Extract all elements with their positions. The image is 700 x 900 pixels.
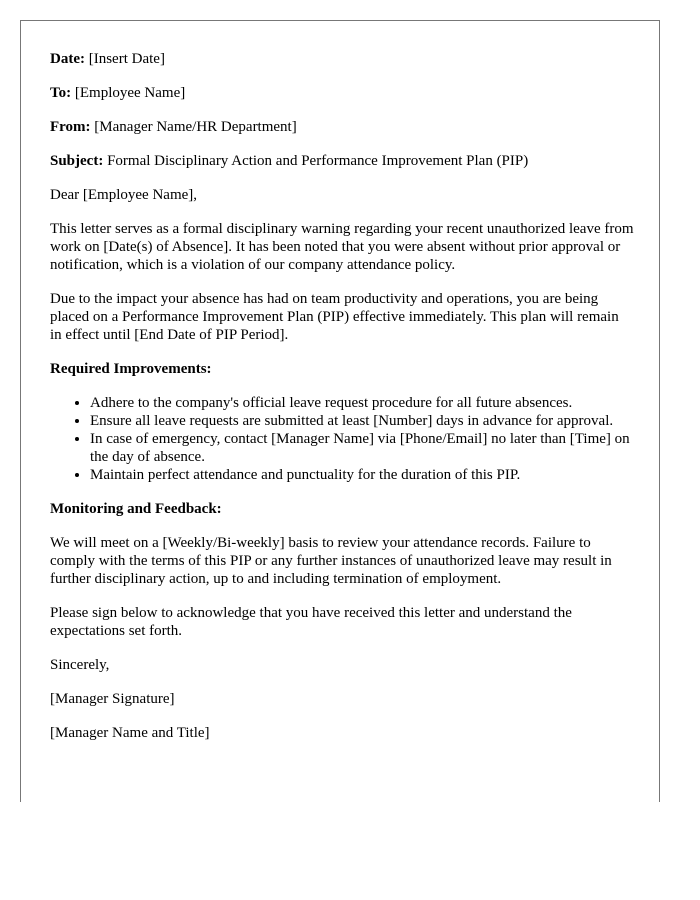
date-value: [Insert Date] (88, 51, 165, 67)
list-item: • Ensure all leave requests are submitted at least [Number] days in advance for approval. (90, 412, 634, 430)
list-item: • In case of emergency, contact [Manager Name] via [Phone/Email] no later than [Time] on the day of absence. (90, 430, 634, 466)
paragraph-acknowledge: Please sign below to acknowledge that you have received this letter and understand the expectations set forth. (50, 605, 572, 639)
name-title-placeholder: [Manager Name and Title] (50, 725, 210, 741)
from-value: [Manager Name/HR Department] (94, 119, 297, 135)
letter-content (50, 50, 634, 758)
list-item: • Adhere to the company's official leave request procedure for all future absences. (90, 394, 634, 412)
paragraph-monitoring: We will meet on a [Weekly/Bi-weekly] basis to review your attendance records. Failure to comply with the terms of this PIP or any further instances of unauthorized leave may result in further disciplinary action, up to and including termination of employment. (50, 535, 612, 587)
list-item: • Maintain perfect attendance and punctuality for the duration of this PIP. (90, 466, 634, 484)
paragraph-absence-warning: This letter serves as a formal disciplinary warning regarding your recent unauthorized leave from work on [Date(s) of Absence]. It has been noted that you were absent without prior approval or notification, which is a violation of our company attendance policy. (50, 221, 634, 273)
improvements-list (50, 394, 634, 484)
subject-value: Formal Disciplinary Action and Performance Improvement Plan (PIP) (107, 153, 529, 169)
subject-line (50, 152, 634, 170)
to-label: To: (50, 85, 72, 101)
salutation: Dear [Employee Name], (50, 187, 198, 203)
paragraph-pip-notice: Due to the impact your absence has had on team productivity and operations, you are being placed on a Performance Improvement Plan (PIP) effective immediately. This plan will remain in effect until [End Date of PIP Period]. (50, 291, 619, 343)
from-line (50, 118, 634, 136)
required-improvements-heading: Required Improvements: (50, 361, 212, 377)
closing: Sincerely, (50, 657, 110, 673)
from-label: From: (50, 119, 91, 135)
date-label: Date: (50, 51, 85, 67)
subject-label: Subject: (50, 153, 104, 169)
monitoring-feedback-heading: Monitoring and Feedback: (50, 501, 222, 517)
letter-page (20, 20, 660, 802)
to-line (50, 84, 634, 102)
signature-placeholder: [Manager Signature] (50, 691, 175, 707)
date-line (50, 50, 634, 68)
to-value: [Employee Name] (74, 85, 186, 101)
